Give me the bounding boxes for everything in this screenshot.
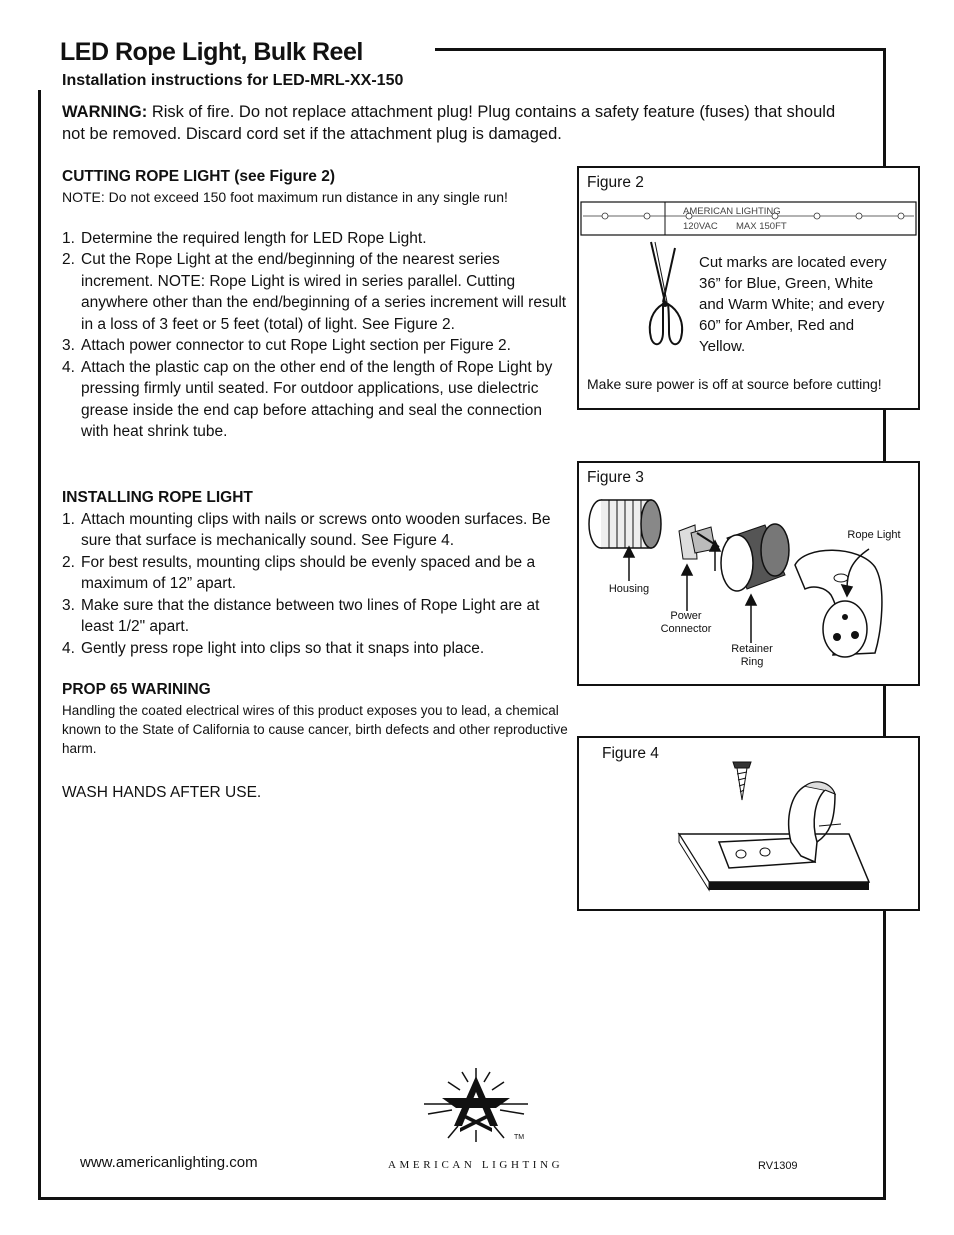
footer-brand: AMERICAN LIGHTING <box>388 1159 564 1171</box>
list-item: 2. Cut the Rope Light at the end/beginning of the nearest series increment. NOTE: Rope Light is wired in series parallel. Cutting anywhere other than the end/beginning of a series increment will result in a loss of 3 feet or 5 feet (total) of light. See Figure 2. <box>62 251 567 333</box>
wash-hands-text: WASH HANDS AFTER USE. <box>62 783 262 801</box>
strip-voltage-text: 120VAC <box>683 221 718 232</box>
figure-2-label: Figure 2 <box>587 174 644 191</box>
cutting-heading: CUTTING ROPE LIGHT (see Figure 2) <box>62 168 335 185</box>
cut-marks-text: Cut marks are located every 36” for Blue, Green, White and Warm White; and every 60” for Amber, Red and Yellow. <box>699 254 887 355</box>
warning-block <box>62 101 842 145</box>
revision-code: RV1309 <box>758 1160 798 1172</box>
screw-icon <box>733 762 751 800</box>
cutting-steps <box>62 228 572 443</box>
list-item: 2. For best results, mounting clips should be evenly spaced and be a maximum of 12” apart. <box>62 553 536 592</box>
list-item: 3. Make sure that the distance between two lines of Rope Light are at least 1/2" apart. <box>62 596 540 635</box>
cutting-note: NOTE: Do not exceed 150 foot maximum run distance in any single run! <box>62 188 508 205</box>
rope-light-part <box>795 550 882 657</box>
footer-url: www.americanlighting.com <box>80 1154 258 1171</box>
list-item: 1. Determine the required length for LED Rope Light. <box>62 229 427 247</box>
mounting-clip-diagram <box>579 738 918 909</box>
installing-steps <box>62 509 572 660</box>
figure-3-label: Figure 3 <box>587 469 644 486</box>
retainer-ring-callout: Retainer Ring <box>731 643 773 668</box>
housing-part <box>589 500 661 548</box>
list-item: 4. Gently press rope light into clips so that it snaps into place. <box>62 639 485 657</box>
page-title: LED Rope Light, Bulk Reel <box>60 38 363 66</box>
strip-max-text: MAX 150FT <box>736 221 787 232</box>
retainer-ring-part <box>721 524 789 591</box>
power-connector-callout: Power Connector <box>660 610 712 635</box>
list-item: 3. Attach power connector to cut Rope Light section per Figure 2. <box>62 337 511 354</box>
prop65-heading: PROP 65 WARINING <box>62 681 211 698</box>
prop65-text: Handling the coated electrical wires of this product exposes you to lead, a chemical known to the State of California to cause cancer, birth defects and other reproductive harm. <box>62 702 568 756</box>
power-off-note: Make sure power is off at source before cutting! <box>587 376 882 392</box>
figure-2 <box>577 166 920 410</box>
trademark-text: TM <box>514 1134 525 1141</box>
installing-section <box>62 487 572 659</box>
figure-4-label: Figure 4 <box>602 745 659 762</box>
power-connector-part <box>679 525 719 559</box>
rope-light-callout: Rope Light <box>847 529 901 541</box>
list-item: 1. Attach mounting clips with nails or screws onto wooden surfaces. Be sure that surface is mechanically sound. See Figure 4. <box>62 510 551 549</box>
installing-heading: INSTALLING ROPE LIGHT <box>62 489 253 506</box>
figure-4 <box>577 736 920 911</box>
cutting-section <box>62 166 572 443</box>
warning-label: WARNING: <box>62 103 148 121</box>
scissors-icon <box>641 240 691 352</box>
page-subtitle: Installation instructions for LED-MRL-XX-150 <box>62 72 404 89</box>
warning-text: Risk of fire. Do not replace attachment plug! Plug contains a safety feature (fuses) that should not be removed. Discard cord set if the attachment plug is damaged. <box>62 103 836 143</box>
prop65-section <box>62 679 572 803</box>
figure-3 <box>577 461 920 686</box>
list-item: 4. Attach the plastic cap on the other end of the length of Rope Light by pressing firmly until seated. For outdoor applications, use dielectric grease inside the end cap before attaching and seal the connection with heat shrink tube. <box>62 358 553 440</box>
housing-callout: Housing <box>608 583 650 595</box>
strip-brand-text: AMERICAN LIGHTING <box>683 206 781 217</box>
